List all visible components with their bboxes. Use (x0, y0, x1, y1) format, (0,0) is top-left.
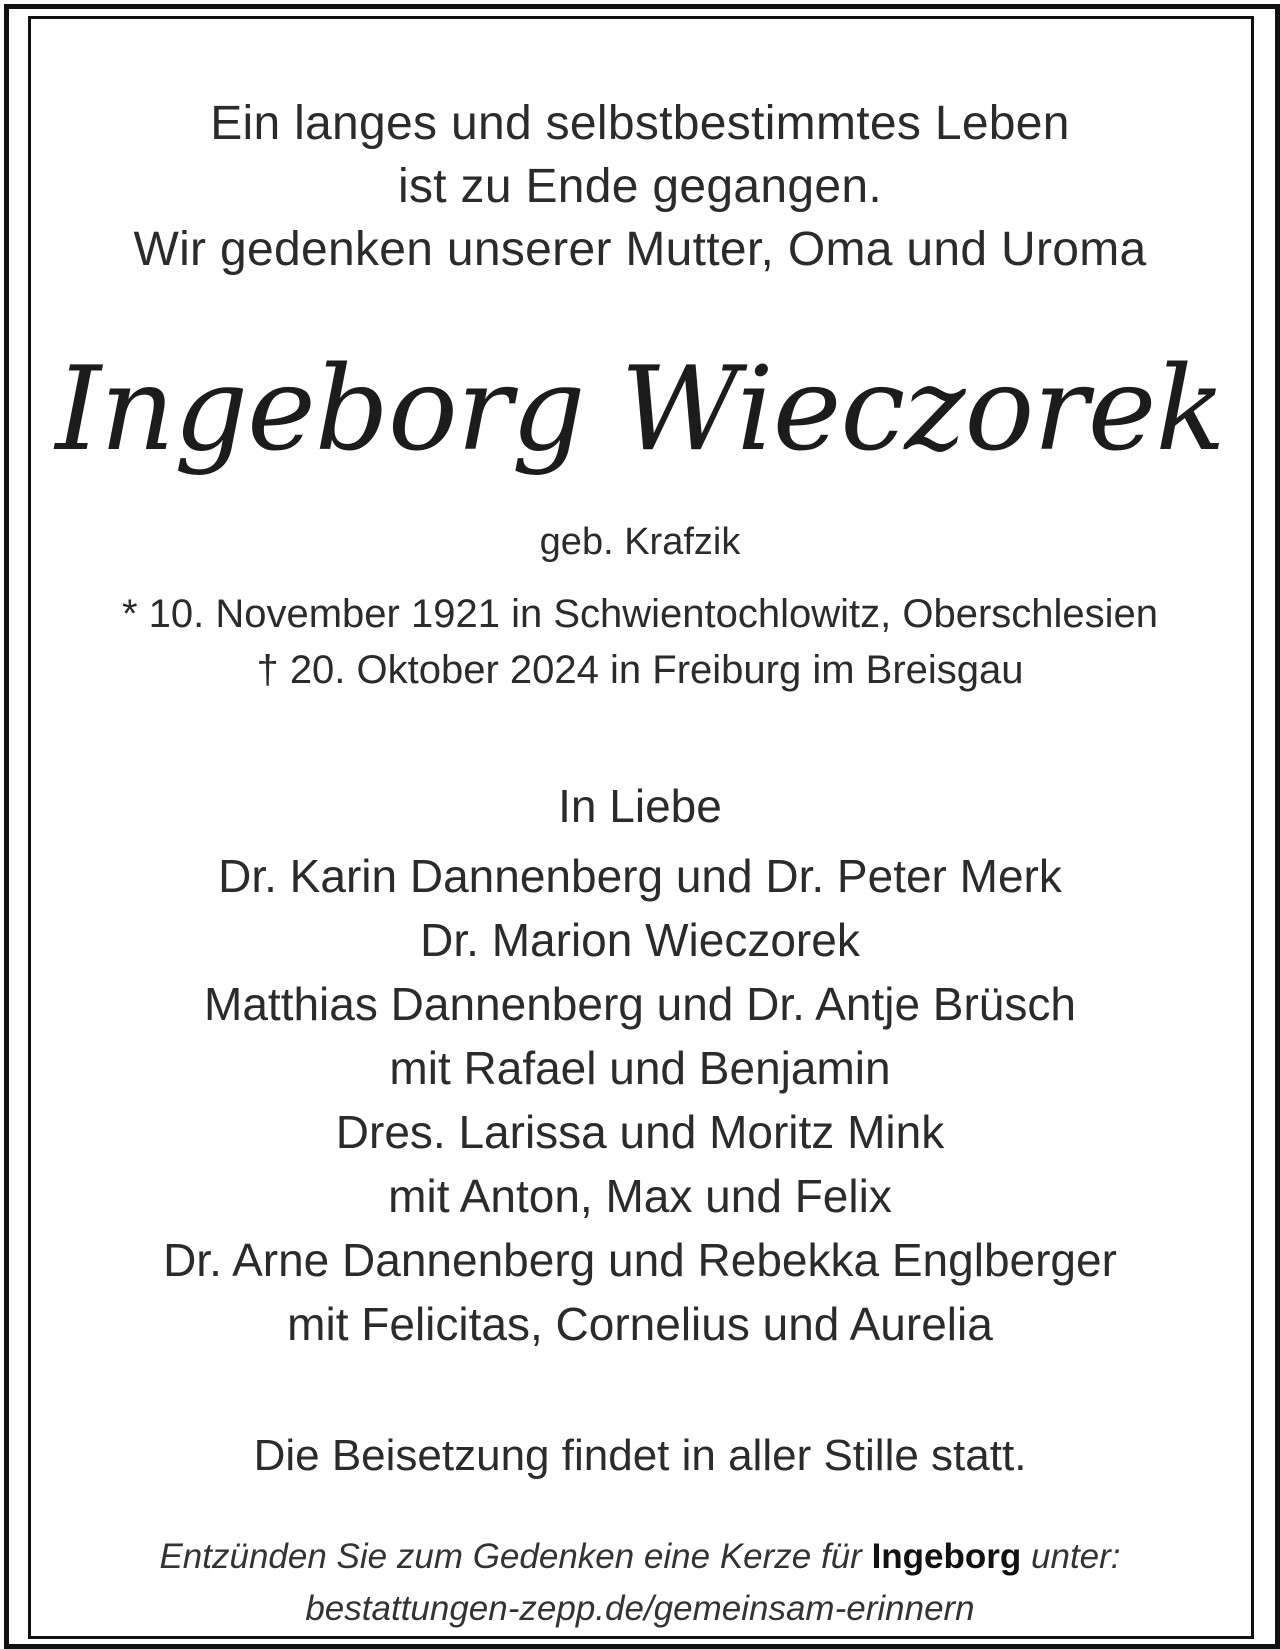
mourner-line: mit Rafael und Benjamin (389, 1042, 891, 1094)
mourners-heading: In Liebe (558, 780, 722, 832)
intro-line: Wir gedenken unserer Mutter, Oma und Uroma (133, 223, 1147, 276)
mourner-line: Matthias Dannenberg und Dr. Antje Brüsch (204, 978, 1076, 1030)
footer-invite (40, 1531, 1240, 1583)
maiden-name: geb. Krafzik (539, 521, 741, 563)
mourner-line: Dr. Arne Dannenberg und Rebekka Englberger (163, 1234, 1117, 1286)
mourner-line: Dr. Marion Wieczorek (420, 914, 860, 966)
memorial-url-link[interactable]: bestattungen-zepp.de/gemeinsam-erinnern (305, 1589, 975, 1628)
intro-text (40, 92, 1240, 281)
intro-line: Ein langes und selbstbestimmtes Leben (210, 97, 1070, 150)
mourner-line: mit Felicitas, Cornelius und Aurelia (287, 1298, 993, 1350)
mourner-line: Dres. Larissa und Moritz Mink (335, 1106, 945, 1158)
birth-date: * 10. November 1921 in Schwientochlowitz, Oberschlesien (121, 592, 1159, 636)
footer-prefix: Entzünden Sie zum Gedenken eine Kerze für (159, 1537, 862, 1576)
footer-first-name: Ingeborg (871, 1537, 1022, 1576)
intro-line: ist zu Ende gegangen. (397, 160, 882, 213)
burial-note: Die Beisetzung findet in aller Stille statt. (253, 1431, 1027, 1480)
mourners-list (40, 844, 1240, 1356)
mourner-line: Dr. Karin Dannenberg und Dr. Peter Merk (218, 850, 1062, 902)
memorial-candle-footer (40, 1531, 1240, 1635)
death-date: † 20. Oktober 2024 in Freiburg im Breisgau (256, 648, 1024, 692)
life-dates (40, 586, 1240, 698)
mourner-line: mit Anton, Max und Felix (388, 1170, 892, 1222)
deceased-name: Ingeborg Wieczorek (55, 342, 1225, 477)
footer-suffix: unter: (1031, 1537, 1121, 1576)
